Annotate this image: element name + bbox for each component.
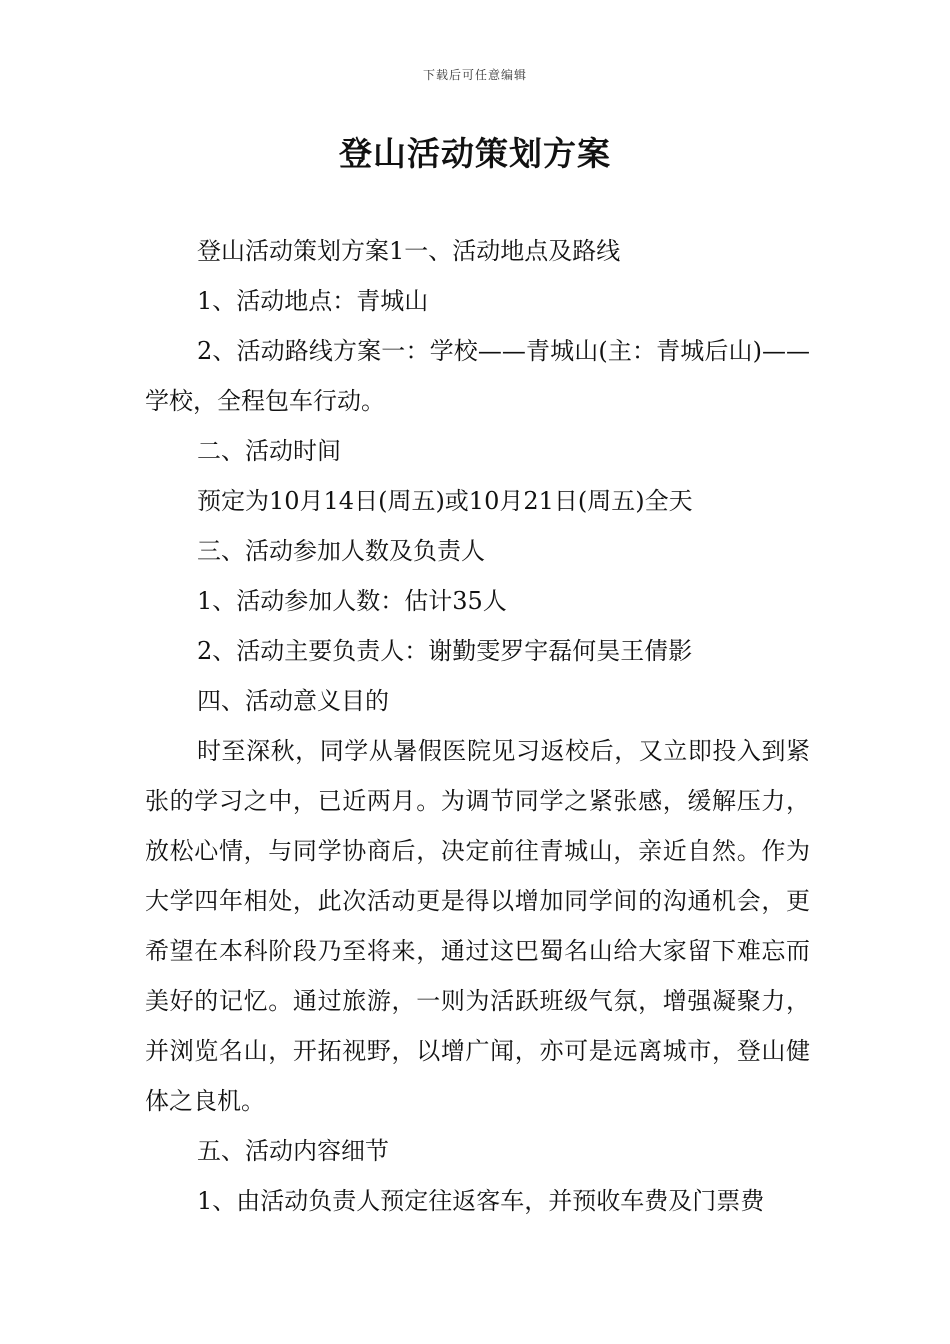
heading-participants: 三、活动参加人数及负责人 bbox=[197, 537, 485, 565]
paragraph-detail-one: 1、由活动负责人预定往返客车，并预收车费及门票费 bbox=[197, 1187, 765, 1215]
document-body bbox=[145, 226, 810, 1226]
heading-activity-details: 五、活动内容细节 bbox=[197, 1137, 389, 1165]
paragraph-location: 1、活动地点：青城山 bbox=[197, 287, 429, 315]
heading-purpose: 四、活动意义目的 bbox=[197, 687, 389, 715]
header-note: 下载后可任意编辑 bbox=[422, 68, 527, 82]
paragraph-participant-count: 1、活动参加人数：估计35人 bbox=[197, 587, 507, 615]
paragraph-organizers: 2、活动主要负责人：谢勤雯罗宇磊何昊王倩影 bbox=[197, 637, 693, 665]
document-title: 登山活动策划方案 bbox=[339, 134, 611, 173]
paragraph-route: 2、活动路线方案一：学校——青城山(主：青城后山)——学校，全程包车行动。 bbox=[145, 337, 810, 415]
paragraph-purpose-body: 时至深秋，同学从暑假医院见习返校后，又立即投入到紧张的学习之中，已近两月。为调节同学之紧张感，缓解压力，放松心情，与同学协商后，决定前往青城山，亲近自然。作为大学四年相处，此次活动更是得以增加同学间的沟通机会，更希望在本科阶段乃至将来，通过这巴蜀名山给大家留下难忘而美好的记忆。通过旅游，一则为活跃班级气氛，增强凝聚力，并浏览名山，开拓视野，以增广闻，亦可是远离城市，登山健体之良机。 bbox=[145, 737, 810, 1115]
heading-activity-time: 二、活动时间 bbox=[197, 437, 341, 465]
paragraph-intro-section-one: 登山活动策划方案1一、活动地点及路线 bbox=[197, 237, 621, 265]
paragraph-schedule: 预定为10月14日(周五)或10月21日(周五)全天 bbox=[197, 487, 693, 515]
